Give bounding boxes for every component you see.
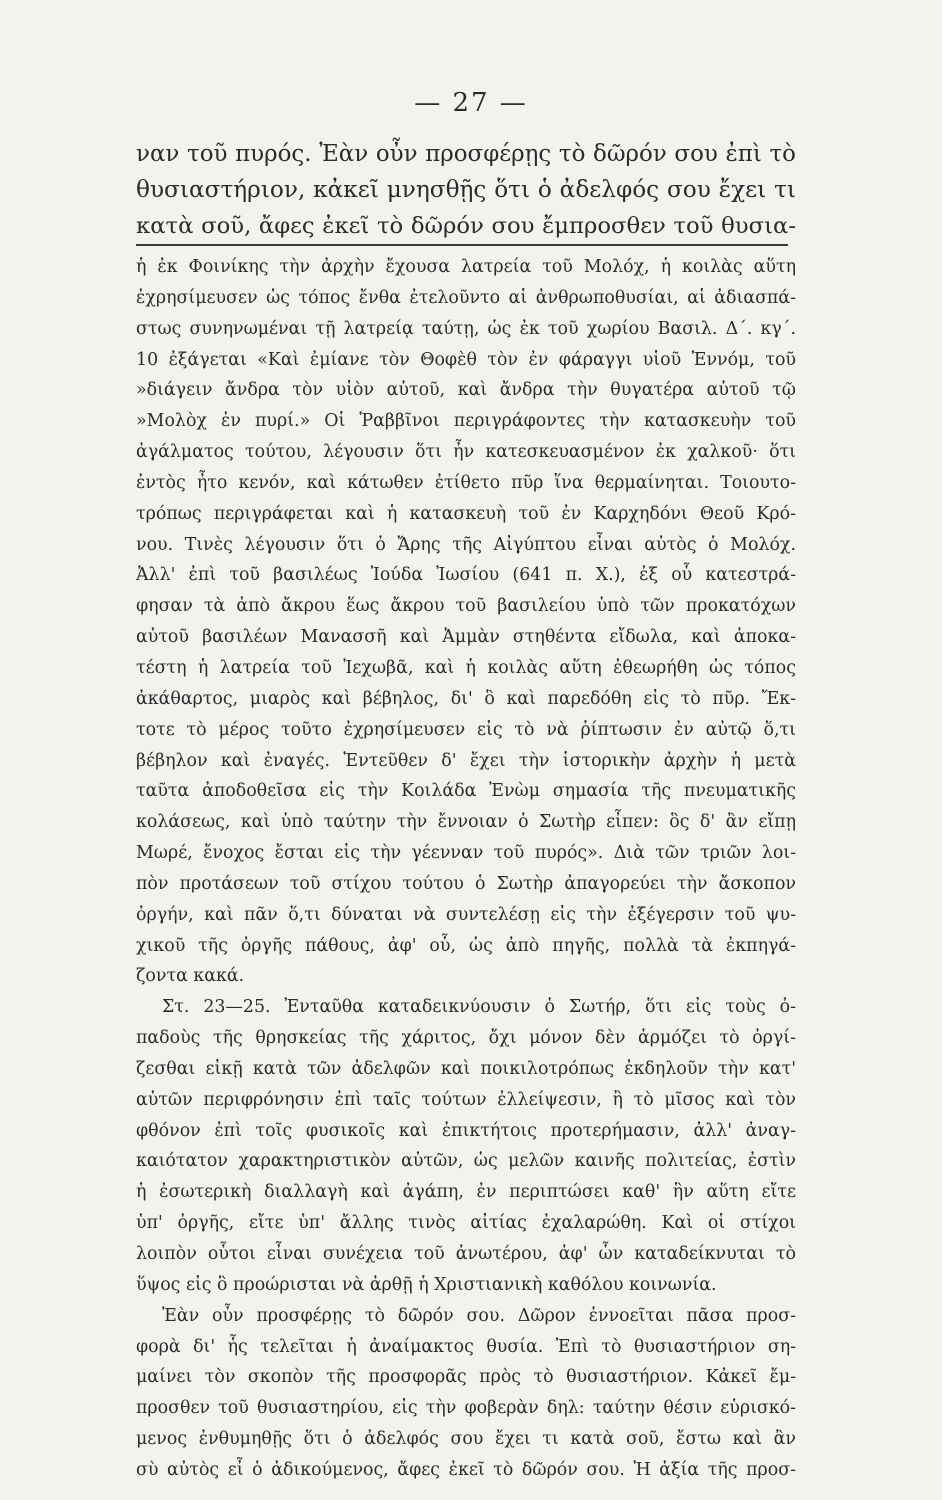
note-line: ἀκάθαρτος, μιαρὸς καὶ βέβηλος, δι' ὃ καὶ παρεδόθη εἰς τὸ πῦρ. Ἔκ- — [136, 688, 796, 709]
note-line: τοτε τὸ μέρος τοῦτο ἐχρησίμευσεν εἰς τὸ νὰ ῥίπτωσιν ἐν αὐτῷ ὅ,τι — [136, 719, 796, 740]
note-line: Ἀλλ' ἐπὶ τοῦ βασιλέως Ἰούδα Ἰωσίου (641 π. Χ.), ἐξ οὗ κατεστρά- — [136, 565, 796, 586]
note-line: τέστη ἡ λατρεία τοῦ Ἰεχωβᾶ, καὶ ἡ κοιλὰς αὕτη ἐθεωρήθη ὡς τόπος — [136, 657, 796, 678]
note-line: Στ. 23—25. Ἐνταῦθα καταδεικνύουσιν ὁ Σωτήρ, ὅτι εἰς τοὺς ὀ- — [162, 997, 796, 1018]
note-line: παδοὺς τῆς θρησκείας τῆς χάριτος, ὄχι μόνον δὲν ἁρμόζει τὸ ὀργί- — [136, 1028, 796, 1049]
footnote-divider — [136, 244, 788, 246]
main-text — [136, 136, 796, 244]
note-line: Ἐὰν οὖν προσφέρῃς τὸ δῶρόν σου. Δῶρον ἐννοεῖται πᾶσα προσ- — [162, 1305, 796, 1326]
commentary-text — [136, 252, 796, 1486]
main-text-line: θυσιαστήριον, κἀκεῖ μνησθῇς ὅτι ὁ ἀδελφός σου ἔχει τι — [136, 176, 796, 203]
note-line: Μωρέ, ἔνοχος ἔσται εἰς τὴν γέενναν τοῦ πυρός». Διὰ τῶν τριῶν λοι- — [136, 843, 796, 864]
note-line: αὐτοῦ βασιλέων Μανασσῆ καὶ Ἀμμὰν στηθέντα εἴδωλα, καὶ ἀποκα- — [136, 627, 796, 648]
note-line: μενος ἐνθυμηθῇς ὅτι ὁ ἀδελφός σου ἔχει τι κατὰ σοῦ, ἔστω καὶ ἂν — [136, 1429, 796, 1450]
note-line: ταῦτα ἀποδοθεῖσα εἰς τὴν Κοιλάδα Ἐνὼμ σημασία τῆς πνευματικῆς — [136, 781, 796, 802]
note-line: φησαν τὰ ἀπὸ ἄκρου ἕως ἄκρου τοῦ βασιλείου ὑπὸ τῶν προκατόχων — [136, 596, 796, 617]
note-line: ἐντὸς ἦτο κενόν, καὶ κάτωθεν ἐτίθετο πῦρ ἵνα θερμαίνηται. Τοιουτο- — [136, 472, 796, 493]
note-line: ὕψος εἰς ὃ προώρισται νὰ ἀρθῇ ἡ Χριστιανικὴ καθόλου κοινωνία. — [136, 1274, 717, 1295]
note-line: καιότατον χαρακτηριστικὸν αὐτῶν, ὡς μελῶν καινῆς πολιτείας, ἐστὶν — [136, 1151, 796, 1172]
note-line: ἀγάλματος τούτου, λέγουσιν ὅτι ἦν κατεσκευασμένον ἐκ χαλκοῦ· ὅτι — [136, 442, 796, 463]
note-line: σὺ αὐτὸς εἶ ὁ ἀδικούμενος, ἄφες ἐκεῖ τὸ δῶρόν σου. Ἡ ἀξία τῆς προσ- — [136, 1459, 796, 1480]
note-line: χικοῦ τῆς ὀργῆς πάθους, ἀφ' οὗ, ὡς ἀπὸ πηγῆς, πολλὰ τὰ ἐκπηγά- — [136, 935, 796, 956]
note-line: βέβηλον καὶ ἐναγές. Ἐντεῦθεν δ' ἔχει τὴν ἱστορικὴν ἀρχὴν ἡ μετὰ — [136, 750, 796, 771]
note-line: ζεσθαι εἰκῇ κατὰ τῶν ἀδελφῶν καὶ ποικιλοτρόπως ἐκδηλοῦν τὴν κατ' — [136, 1058, 796, 1079]
note-line: προσθεν τοῦ θυσιαστηρίου, εἰς τὴν φοβερὰν δηλ: ταύτην θέσιν εὑρισκό- — [136, 1398, 796, 1419]
main-text-line: κατὰ σοῦ, ἄφες ἐκεῖ τὸ δῶρόν σου ἔμπροσθεν τοῦ θυσια- — [136, 213, 796, 239]
note-line: ἐχρησίμευσεν ὡς τόπος ἔνθα ἐτελοῦντο αἱ ἀνθρωποθυσίαι, αἱ ἀδιασπά- — [136, 287, 796, 308]
note-line: πὸν προτάσεων τοῦ στίχου τούτου ὁ Σωτὴρ ἀπαγορεύει τὴν ἄσκοπον — [136, 873, 796, 894]
note-line: λοιπὸν οὗτοι εἶναι συνέχεια τοῦ ἀνωτέρου, ἀφ' ὧν καταδείκνυται τὸ — [136, 1244, 796, 1264]
note-line: κολάσεως, καὶ ὑπὸ ταύτην τὴν ἔννοιαν ὁ Σωτὴρ εἶπεν: ὃς δ' ἂν εἴπῃ — [136, 812, 796, 833]
note-line: ὀργήν, καὶ πᾶν ὅ,τι δύναται νὰ συντελέσῃ εἰς τὴν ἐξέγερσιν τοῦ ψυ- — [136, 904, 796, 925]
note-line: ἡ ἐκ Φοινίκης τὴν ἀρχὴν ἔχουσα λατρεία τοῦ Μολόχ, ἡ κοιλὰς αὕτη — [136, 257, 796, 277]
note-line: »διάγειν ἄνδρα τὸν υἱὸν αὐτοῦ, καὶ ἄνδρα τὴν θυγατέρα αὐτοῦ τῷ — [136, 380, 796, 401]
note-line: φθόνον ἐπὶ τοῖς φυσικοῖς καὶ ἐπικτήτοις προτερήμασιν, ἀλλ' ἀναγ- — [136, 1120, 796, 1141]
page-number: — 27 — — [414, 88, 528, 118]
note-line: φορὰ δι' ἧς τελεῖται ἡ ἀναίμακτος θυσία. Ἐπὶ τὸ θυσιαστήριον ση- — [136, 1336, 796, 1357]
note-line: στως συνηνωμέναι τῇ λατρείᾳ ταύτῃ, ὡς ἐκ τοῦ χωρίου Βασιλ. Δ΄. κγ΄. — [136, 318, 796, 339]
note-line: νου. Τινὲς λέγουσιν ὅτι ὁ Ἄρης τῆς Αἰγύπτου εἶναι αὐτὸς ὁ Μολόχ. — [136, 534, 796, 555]
note-line: τρόπως περιγράφεται καὶ ἡ κατασκευὴ τοῦ ἐν Καρχηδόνι Θεοῦ Κρό- — [136, 503, 796, 524]
main-text-line: ναν τοῦ πυρός. Ἐὰν οὖν προσφέρῃς τὸ δῶρόν σου ἐπὶ τὸ — [136, 141, 796, 167]
note-line: »Μολὸχ ἐν πυρί.» Οἱ Ῥαββῖνοι περιγράφοντες τὴν κατασκευὴν τοῦ — [136, 411, 796, 432]
note-line: αὐτῶν περιφρόνησιν ἐπὶ ταῖς τούτων ἐλλείψεσιν, ἢ τὸ μῖσος καὶ τὸν — [136, 1089, 796, 1110]
note-line: ζοντα κακά. — [136, 966, 245, 987]
note-line: 10 ἐξάγεται «Καὶ ἐμίανε τὸν Θοφὲθ τὸν ἐν φάραγγι υἱοῦ Ἐννόμ, τοῦ — [136, 349, 796, 370]
note-line: ἡ ἐσωτερικὴ διαλλαγὴ καὶ ἀγάπη, ἐν περιπτώσει καθ' ἣν αὕτη εἴτε — [136, 1182, 796, 1203]
note-line: μαίνει τὸν σκοπὸν τῆς προσφορᾶς πρὸς τὸ θυσιαστήριον. Κἀκεῖ ἔμ- — [136, 1367, 796, 1388]
note-line: ὑπ' ὀργῆς, εἴτε ὑπ' ἄλλης τινὸς αἰτίας ἐχαλαρώθη. Καὶ οἱ στίχοι — [136, 1213, 796, 1234]
